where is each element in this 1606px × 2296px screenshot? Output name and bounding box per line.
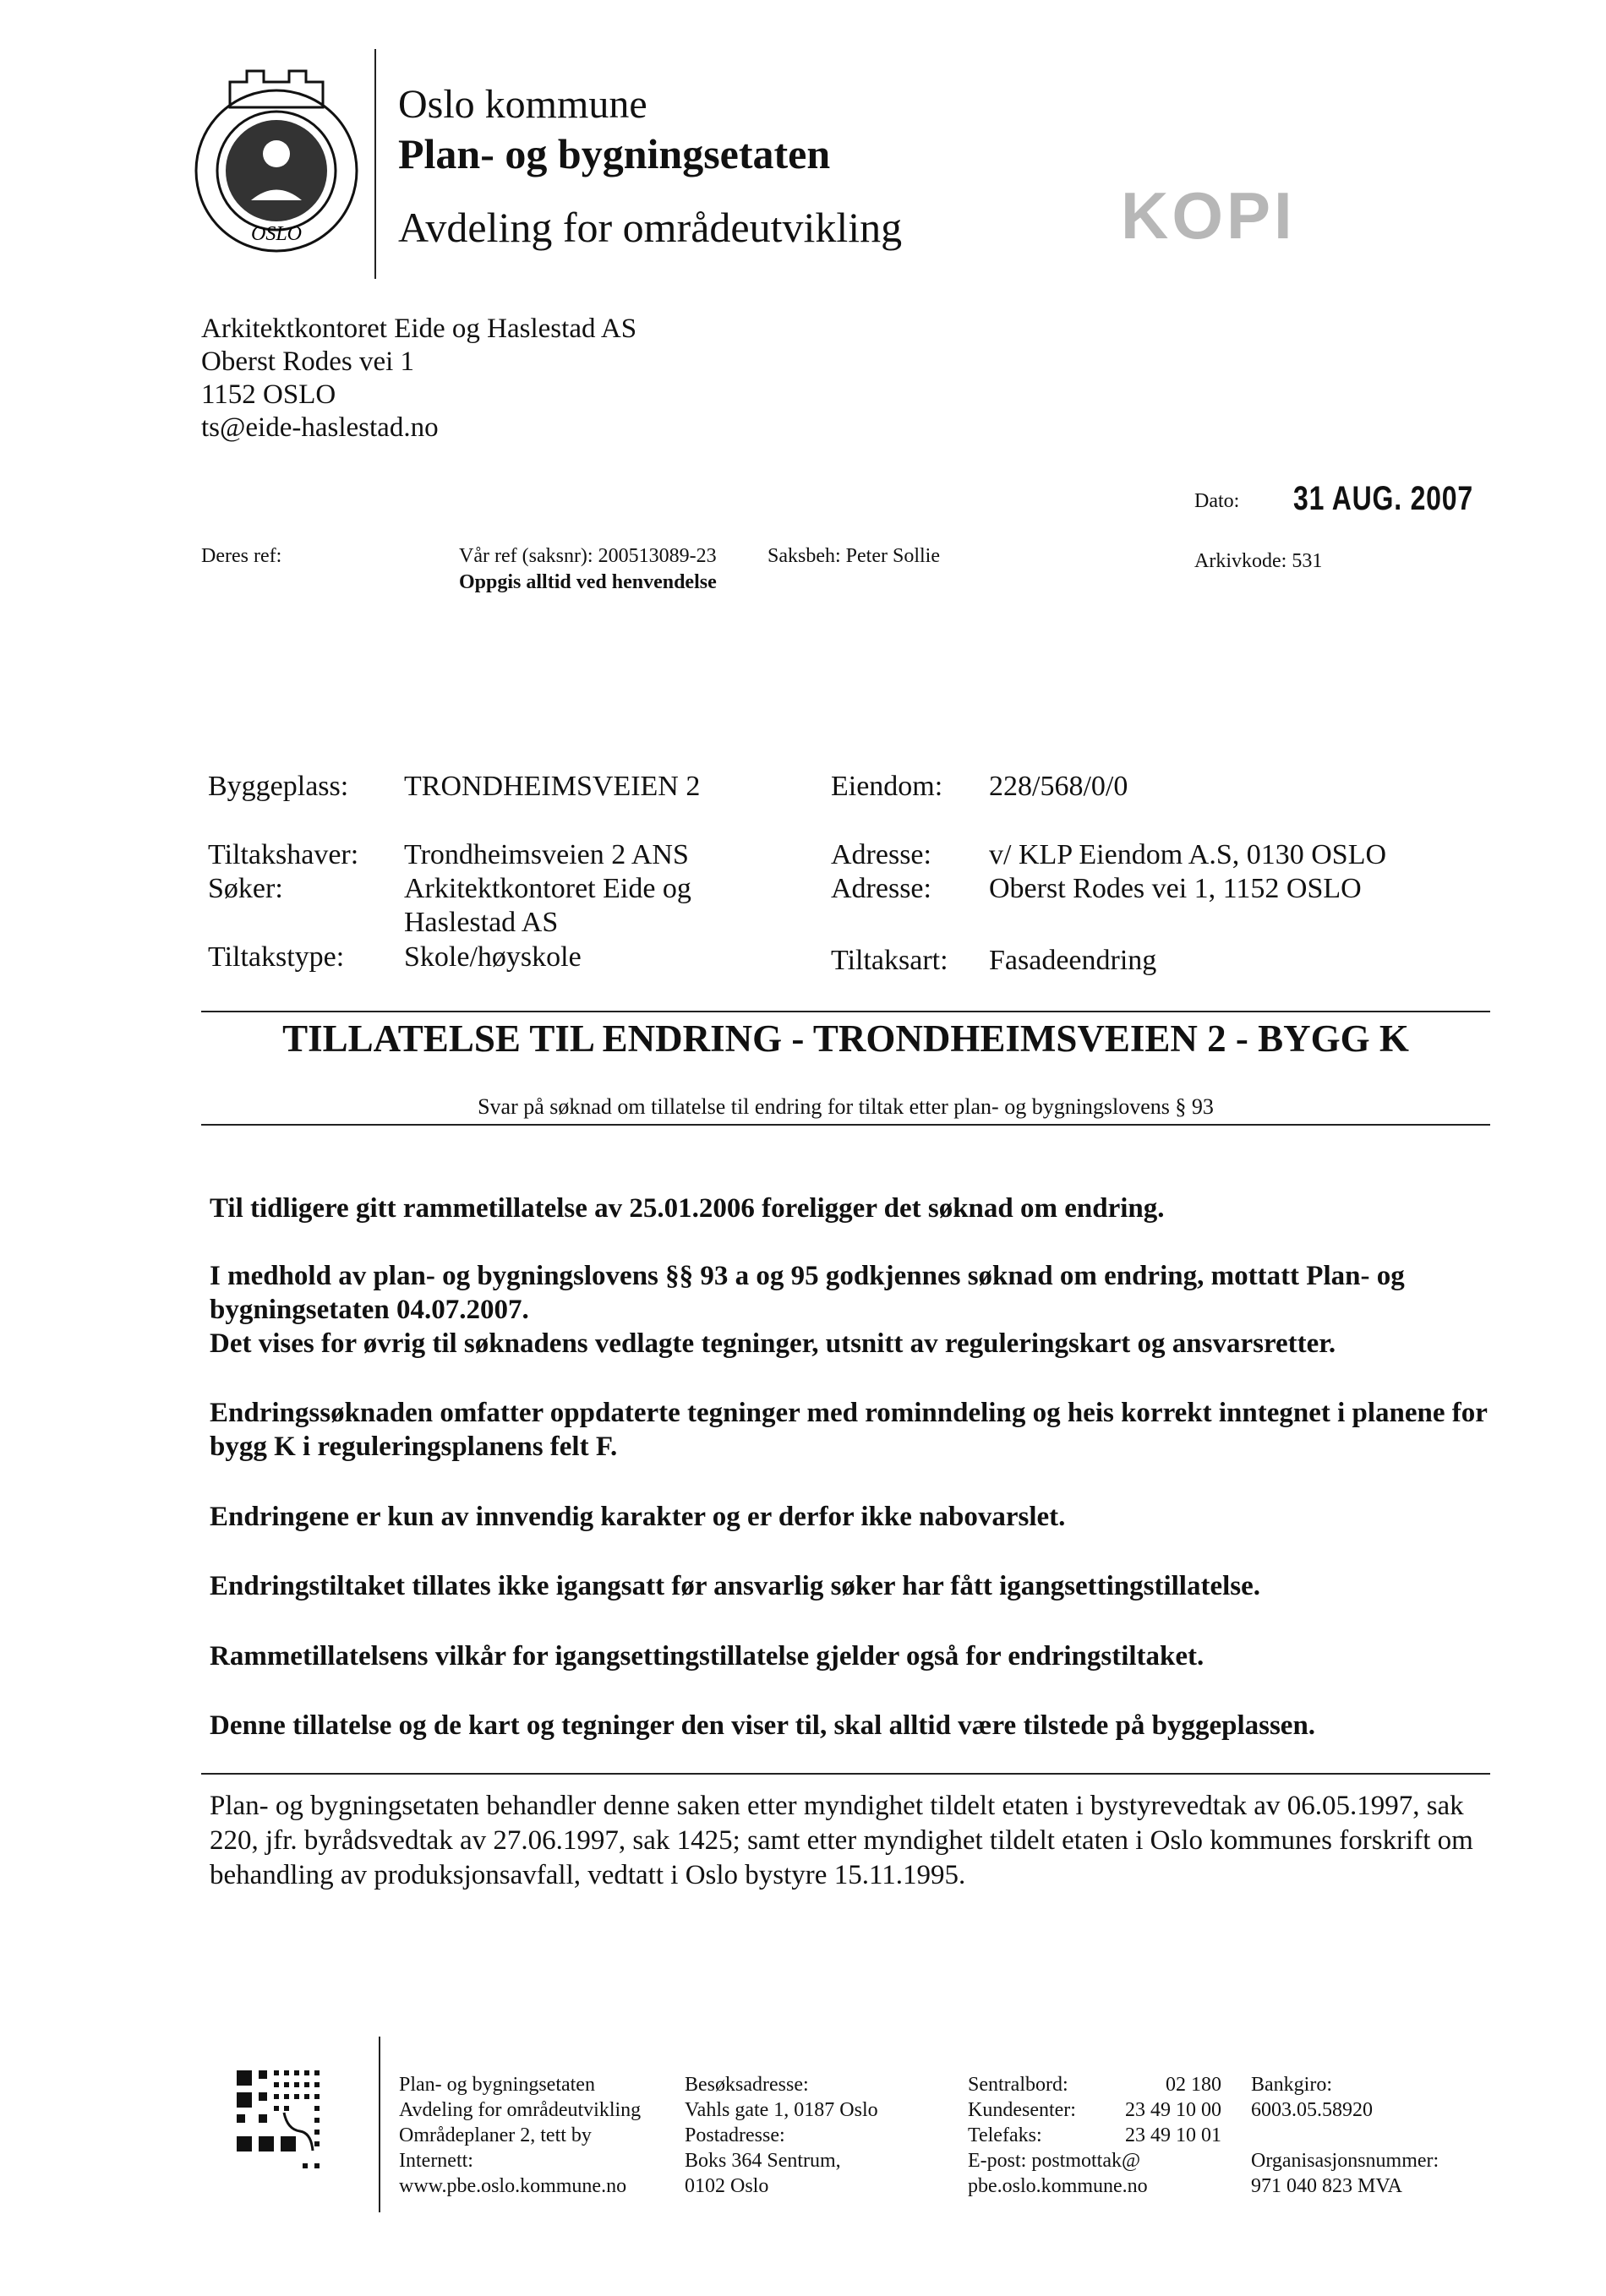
paragraph-7: Rammetillatelsens vilkår for igangsettingstillatelse gjelder også for endringstiltaket. [210,1641,1204,1672]
footer-line: Vahls gate 1, 0187 Oslo [685,2099,878,2121]
document-title: TILLATELSE TIL ENDRING - TRONDHEIMSVEIEN 2 - BYGG K [282,1017,1409,1060]
footer-fax: 23 49 10 01 [1125,2124,1221,2146]
tiltakstype-value: Skole/høyskole [404,941,582,973]
paragraph-5: Endringene er kun av innvendig karakter og er derfor ikke nabovarslet. [210,1502,1066,1532]
eiendom-label: Eiendom: [831,771,943,802]
footer-line: Områdeplaner 2, tett by [399,2124,592,2146]
footer-phone: 23 49 10 00 [1125,2099,1221,2121]
byggeplass-label: Byggeplass: [208,771,349,802]
svg-text:OSLO: OSLO [250,223,303,245]
footer-website-link[interactable]: www.pbe.oslo.kommune.no [399,2175,627,2197]
footer-line: 6003.05.58920 [1251,2099,1373,2121]
soker-label: Søker: [208,873,283,904]
footer-email-domain[interactable]: pbe.oslo.kommune.no [968,2175,1148,2197]
title-top-rule [201,1011,1490,1012]
footer-line [1251,2123,1439,2148]
adresse2-value: Oberst Rodes vei 1, 1152 OSLO [989,873,1362,904]
footer-column-address [685,2072,878,2199]
footer-label: Sentralbord: [968,2074,1068,2096]
paragraph-3: Det vises for øvrig til søknadens vedlagte tegninger, utsnitt av reguleringskart og ansvarsretter. [210,1328,1336,1359]
footer-line: 971 040 823 MVA [1251,2175,1402,2197]
footer-column-bank [1251,2072,1439,2199]
paragraph-6: Endringstiltaket tillates ikke igangsatt før ansvarlig søker har fått igangsettingstillatelse. [210,1571,1260,1601]
copy-watermark: KOPI [1121,178,1296,253]
tiltakshaver-value: Trondheimsveien 2 ANS [404,839,689,870]
footer-column-contact [968,2072,1221,2199]
footer-line: Organisasjonsnummer: [1251,2150,1439,2172]
address-line: ts@eide-haslestad.no [201,412,439,443]
tiltaksart-label: Tiltaksart: [831,945,948,976]
title-bottom-rule [201,1124,1490,1126]
footer-line: Bankgiro: [1251,2074,1332,2096]
paragraph-8: Denne tillatelse og de kart og tegninger den viser til, skal alltid være tilstede på byggeplassen. [210,1710,1316,1741]
tiltaksart-value: Fasadeendring [989,945,1157,976]
recipient-address [201,313,636,444]
document-subtitle: Svar på søknad om tillatelse til endring for tiltak etter plan- og bygningslovens § 93 [478,1094,1214,1119]
oslo-seal-logo [188,61,365,255]
footer-label: Telefaks: [968,2124,1042,2146]
footer-line: Avdeling for områdeutvikling [399,2099,642,2121]
department-name: Avdeling for områdeutvikling [398,204,903,251]
archive-code: Arkivkode: 531 [1194,550,1323,572]
footer-divider [379,2037,380,2212]
footer-line: 0102 Oslo [685,2175,769,2197]
footer-line: Plan- og bygningsetaten [399,2074,595,2096]
paragraph-1: Til tidligere gitt rammetillatelse av 25.01.2006 foreligger det søknad om endring. [210,1193,1165,1224]
footer-line: Boks 364 Sentrum, [685,2150,841,2172]
address-line: 1152 OSLO [201,379,336,410]
pbe-logo-icon [237,2070,347,2180]
soker-value-line2: Haslestad AS [404,907,559,938]
case-handler: Saksbeh: Peter Sollie [767,545,940,567]
byggeplass-value: TRONDHEIMSVEIEN 2 [404,771,701,802]
footer-line: Internett: [399,2150,473,2172]
footer-phone: 02 180 [1166,2074,1221,2096]
adresse1-value: v/ KLP Eiendom A.S, 0130 OSLO [989,839,1387,870]
header-divider [374,49,376,279]
address-line: Arkitektkontoret Eide og Haslestad AS [201,314,637,344]
footer-label: Kundesenter: [968,2099,1076,2121]
legal-basis: Plan- og bygningsetaten behandler denne saken etter myndighet tildelt etaten i bystyrevedtak av 06.05.1997, sak 220, jfr. byrådsvedtak av 27.06.1997, sak 1425; samt etter myndighet tildelt etaten i Oslo kommunes forskrift om behandling av produksjonsavfall, vedtatt i Oslo bystyre 15.11.1995. [210,1791,1473,1890]
footer-line: Besøksadresse: [685,2074,809,2096]
address-line: Oberst Rodes vei 1 [201,346,415,377]
adresse1-label: Adresse: [831,839,931,870]
agency-name: Plan- og bygningsetaten [398,130,831,177]
deres-ref-label: Deres ref: [201,545,282,567]
org-name: Oslo kommune [398,82,647,127]
adresse2-label: Adresse: [831,873,931,904]
soker-value-line1: Arkitektkontoret Eide og [404,873,691,904]
date-label: Dato: [1194,490,1240,512]
tiltakshaver-label: Tiltakshaver: [208,839,359,870]
footer-email-link[interactable]: E-post: postmottak@ [968,2150,1141,2172]
var-ref: Vår ref (saksnr): 200513089-23 [459,545,717,567]
legal-rule [201,1773,1490,1775]
ref-note: Oppgis alltid ved henvendelse [459,571,717,593]
footer-column-agency [399,2072,641,2199]
footer-line: Postadresse: [685,2124,785,2146]
tiltakstype-label: Tiltakstype: [208,941,345,973]
paragraph-4: Endringssøknaden omfatter oppdaterte tegninger med rominndeling og heis korrekt inntegnet i planene for bygg K i reguleringsplanens felt F. [210,1398,1488,1462]
eiendom-value: 228/568/0/0 [989,771,1128,802]
paragraph-2: I medhold av plan- og bygningslovens §§ 93 a og 95 godkjennes søknad om endring, mottatt Plan- og bygningsetaten 04.07.2007. [210,1261,1405,1325]
date-stamp: 31 AUG. 2007 [1293,480,1473,517]
